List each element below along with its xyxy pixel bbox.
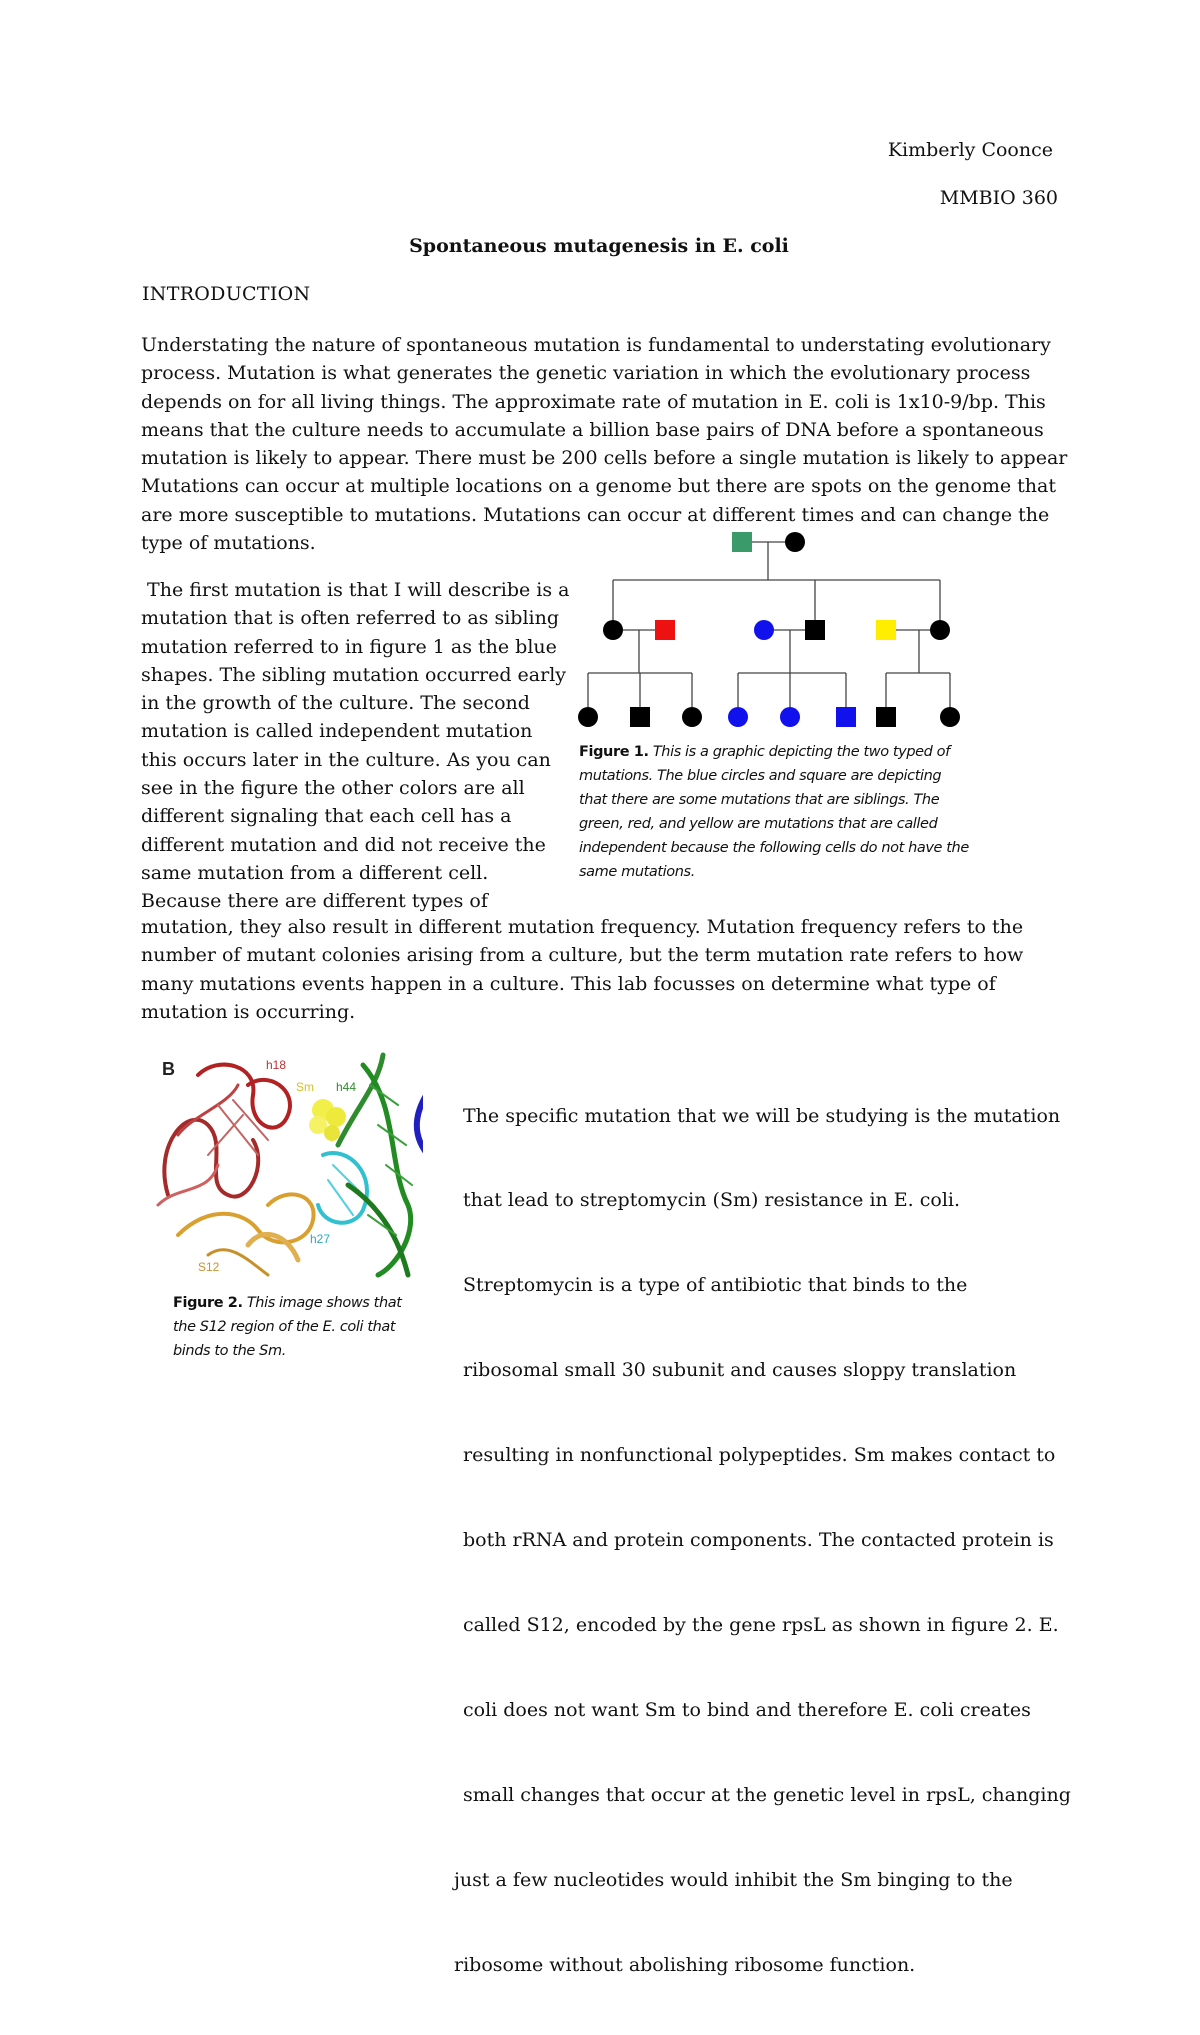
black-square [805,620,825,640]
text-line: The specific mutation that we will be studying is the mutation [463,1104,1061,1127]
black-square [876,707,896,727]
figure-1-diagram [570,525,970,740]
text-line: just a few nucleotides would inhibit the Sm binging to the [454,1868,1013,1891]
label-sm: Sm [296,1080,314,1094]
blue-circle [728,707,748,727]
black-circle [930,620,950,640]
text-line: depends on for all living things. The approximate rate of mutation in E. coli is 1x10-9/bp. This [141,390,1046,413]
caption-line: independent because the following cells do not have the [579,840,969,856]
text-line: shapes. The sibling mutation occurred early [141,663,567,686]
text-line: The first mutation is that I will describe is a [141,579,570,601]
text-line: ribosomal small 30 subunit and causes sloppy translation [463,1359,1017,1382]
figure-2-panel-letter: B [162,1059,175,1079]
text-line: are more susceptible to mutations. Mutations can occur at different times and can change the [141,503,1050,526]
caption-line: This image shows that [242,1295,402,1311]
text-line: coli does not want Sm to bind and therefore E. coli creates [463,1698,1031,1721]
text-line: Because there are different types of [141,890,488,913]
figure-2-image [148,1045,423,1280]
text-line: number of mutant colonies arising from a culture, but the term mutation rate refers to how [141,944,1024,967]
text-line: both rRNA and protein components. The contacted protein is [463,1529,1054,1552]
streptomycin-paragraph [454,1045,1071,2035]
text-line: that lead to streptomycin (Sm) resistance in E. coli. [463,1189,961,1212]
black-circle-founder [785,532,805,552]
intro-paragraph [141,331,1068,557]
text-line: mutation is occurring. [141,1000,356,1023]
caption-line: binds to the Sm. [173,1343,286,1359]
text-line: see in the figure the other colors are all [141,777,525,800]
caption-line: green, red, and yellow are mutations that are called [579,816,938,832]
text-line: in the growth of the culture. The second [141,692,530,715]
figure-1-caption [579,740,999,884]
mutation-frequency-paragraph [141,913,1061,1026]
text-line: different mutation and did not receive the [141,833,546,856]
black-circle [578,707,598,727]
figure-2-caption [173,1291,428,1363]
caption-line: same mutations. [579,864,695,880]
caption-line: the S12 region of the E. coli that [173,1319,396,1335]
black-circle [682,707,702,727]
caption-line: that there are some mutations that are siblings. The [579,792,940,808]
label-s12: S12 [198,1260,220,1274]
text-line: many mutations events happen in a culture. This lab focusses on determine what type of [141,972,996,995]
author-name: Kimberly Coonce [887,139,1053,161]
green-square-founder [732,532,752,552]
text-line: Understating the nature of spontaneous mutation is fundamental to understating evolutionary [141,334,1051,356]
yellow-square [876,620,896,640]
text-line: resulting in nonfunctional polypeptides. Sm makes contact to [463,1444,1056,1467]
text-line: mutation that is often referred to as sibling [141,607,559,630]
text-line: this occurs later in the culture. As you can [141,748,551,771]
text-line: small changes that occur at the genetic level in rpsL, changing [463,1783,1071,1806]
text-line: means that the culture needs to accumulate a billion base pairs of DNA before a spontaneous [141,418,1044,441]
blue-square [836,707,856,727]
text-line: type of mutations. [141,532,316,555]
sibling-mutation-paragraph [141,576,570,916]
section-heading-introduction: INTRODUCTION [142,283,311,305]
black-square [630,707,650,727]
text-line: same mutation from a different cell. [141,861,489,884]
text-line: different signaling that each cell has a [141,805,512,828]
text-line: mutation, they also result in different mutation frequency. Mutation frequency refers to the [141,916,1024,938]
blue-circle [780,707,800,727]
text-line: Mutations can occur at multiple locations on a genome but there are spots on the genome that [141,475,1056,498]
text-line: Streptomycin is a type of antibiotic that binds to the [463,1274,968,1297]
blue-circle [754,620,774,640]
caption-line: mutations. The blue circles and square are depicting [579,768,942,784]
text-line: process. Mutation is what generates the genetic variation in which the evolutionary process [141,362,1031,385]
label-h18: h18 [266,1058,287,1072]
caption-line: This is a graphic depicting the two typed of [648,744,950,760]
figure-1-label: Figure 1. [579,744,649,760]
label-h27: h27 [310,1232,331,1246]
document-title: Spontaneous mutagenesis in E. coli [409,235,789,257]
text-line: mutation is likely to appear. There must be 200 cells before a single mutation is likely to appear [141,447,1068,470]
figure-2-label: Figure 2. [173,1295,243,1311]
text-line: ribosome without abolishing ribosome function. [454,1953,916,1976]
label-h44: h44 [336,1080,357,1094]
black-circle [603,620,623,640]
text-line: mutation referred to in figure 1 as the blue [141,635,557,658]
red-square [655,620,675,640]
course-code: MMBIO 360 [939,187,1058,209]
black-circle [940,707,960,727]
text-line: mutation is called independent mutation [141,720,533,743]
text-line: called S12, encoded by the gene rpsL as shown in figure 2. E. [463,1613,1059,1636]
